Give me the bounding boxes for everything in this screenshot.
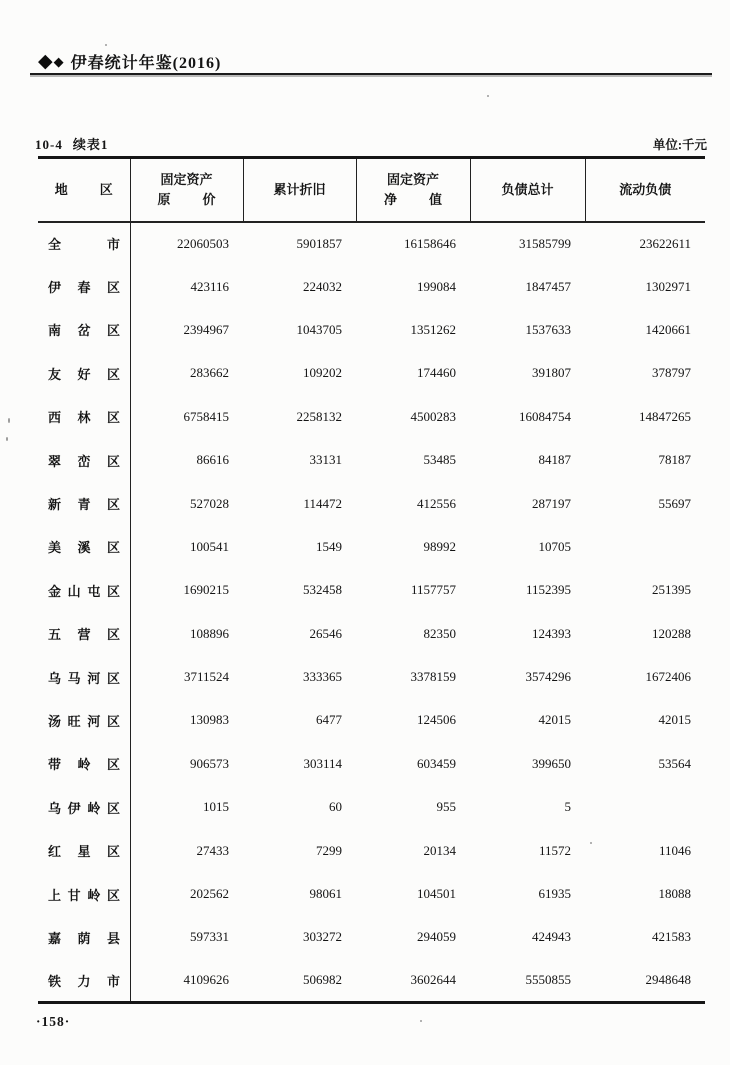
region-label: 友好区: [48, 366, 120, 382]
region-label: 南岔区: [48, 323, 120, 339]
col-header-label: 净值: [384, 191, 442, 207]
value-cell-accumulated-depreciation: 506982: [303, 972, 342, 988]
value-cell-original-value: 6758415: [183, 408, 229, 424]
region-cell: [38, 308, 130, 351]
region-cell: [38, 959, 130, 1002]
value-cell-net-value: 1351262: [410, 321, 456, 337]
yearbook-header: [38, 50, 221, 73]
region-cell: [38, 525, 130, 568]
value-cell-total-liabilities: 399650: [532, 755, 571, 771]
value-cell-original-value: 100541: [190, 538, 229, 554]
table-row: [38, 352, 705, 395]
region-label: 美溪区: [48, 540, 120, 556]
col-header-label: 累计折旧: [273, 181, 326, 197]
value-cell-net-value: 1157757: [410, 582, 456, 598]
value-cell-current-liabilities: 78187: [658, 452, 691, 468]
table-row: [38, 438, 705, 481]
region-label: 西林区: [48, 410, 120, 426]
value-cell-net-value: 82350: [423, 625, 456, 641]
value-cell-original-value: 527028: [190, 495, 229, 511]
col-header-label: 负债总计: [501, 181, 554, 197]
table-subtitle: 续表1: [72, 137, 109, 152]
region-cell: [38, 872, 130, 915]
table-row: [38, 742, 705, 785]
region-label: 嘉荫县: [48, 930, 120, 946]
table-row: [38, 265, 705, 308]
table-row: [38, 655, 705, 698]
value-cell-net-value: 3602644: [410, 972, 456, 988]
value-cell-original-value: 283662: [190, 365, 229, 381]
value-cell-total-liabilities: 424943: [532, 929, 571, 945]
value-cell-accumulated-depreciation: 303114: [303, 755, 342, 771]
value-cell-total-liabilities: 5: [564, 799, 571, 815]
scan-speckle: [487, 95, 489, 97]
value-cell-current-liabilities: 2948648: [645, 972, 691, 988]
region-label: 全市: [48, 237, 120, 253]
unit-label: 单位:千元: [652, 138, 707, 152]
value-cell-original-value: 2394967: [183, 321, 229, 337]
value-cell-accumulated-depreciation: 98061: [309, 886, 342, 902]
value-cell-current-liabilities: 18088: [658, 886, 691, 902]
region-cell: [38, 569, 130, 612]
value-cell-accumulated-depreciation: 1043705: [296, 321, 342, 337]
value-cell-net-value: 174460: [417, 365, 456, 381]
value-cell-total-liabilities: 61935: [538, 886, 571, 902]
diamond-icon: ◆: [53, 54, 64, 69]
region-cell: [38, 612, 130, 655]
value-cell-original-value: 906573: [190, 755, 229, 771]
value-cell-net-value: 104501: [417, 886, 456, 902]
table-meta: [35, 134, 707, 153]
scan-speckle: [8, 418, 10, 423]
value-cell-current-liabilities: 14847265: [639, 408, 691, 424]
value-cell-net-value: 4500283: [410, 408, 456, 424]
region-cell: [38, 786, 130, 829]
value-cell-accumulated-depreciation: 114472: [303, 495, 342, 511]
col-header-region: [38, 158, 130, 222]
value-cell-accumulated-depreciation: 1549: [316, 538, 342, 554]
table-row: [38, 699, 705, 742]
statistics-table: [38, 156, 705, 1004]
col-header-original-value: [130, 158, 243, 222]
value-cell-current-liabilities: 1420661: [645, 321, 691, 337]
table-row: [38, 959, 705, 1002]
region-label: 乌伊岭区: [48, 800, 120, 816]
value-cell-accumulated-depreciation: 2258132: [296, 408, 342, 424]
value-cell-current-liabilities: 120288: [652, 625, 691, 641]
region-label: 乌马河区: [48, 670, 120, 686]
value-cell-total-liabilities: 84187: [538, 452, 571, 468]
region-label: 新青区: [48, 497, 120, 513]
value-cell-current-liabilities: [585, 525, 705, 568]
value-cell-current-liabilities: 251395: [652, 582, 691, 598]
value-cell-net-value: 20134: [423, 842, 456, 858]
value-cell-original-value: 3711524: [183, 669, 229, 685]
value-cell-current-liabilities: 53564: [658, 755, 691, 771]
value-cell-accumulated-depreciation: 109202: [303, 365, 342, 381]
value-cell-accumulated-depreciation: 7299: [316, 842, 342, 858]
col-header-label: 固定资产: [386, 171, 439, 187]
table-row: [38, 308, 705, 351]
value-cell-original-value: 22060503: [177, 235, 229, 251]
value-cell-original-value: 27433: [196, 842, 229, 858]
value-cell-original-value: 202562: [190, 886, 229, 902]
value-cell-net-value: 98992: [423, 538, 456, 554]
value-cell-current-liabilities: 42015: [658, 712, 691, 728]
table-row: [38, 612, 705, 655]
region-label: 上甘岭区: [48, 887, 120, 903]
value-cell-original-value: 423116: [190, 278, 229, 294]
table-row: [38, 786, 705, 829]
col-header-label: 流动负债: [619, 181, 672, 197]
region-label: 铁力市: [48, 973, 120, 989]
value-cell-net-value: 955: [436, 799, 456, 815]
region-cell: [38, 395, 130, 438]
value-cell-net-value: 294059: [417, 929, 456, 945]
header-rule: [30, 73, 712, 75]
value-cell-net-value: 16158646: [404, 235, 456, 251]
page-number: ·158·: [36, 1014, 71, 1029]
table-row: [38, 569, 705, 612]
table-number: 10-4: [35, 137, 63, 152]
value-cell-total-liabilities: 391807: [532, 365, 571, 381]
region-cell: [38, 829, 130, 872]
value-cell-current-liabilities: 55697: [658, 495, 691, 511]
value-cell-current-liabilities: 23622611: [639, 235, 691, 251]
yearbook-title: 伊春统计年鉴(2016): [70, 55, 222, 72]
value-cell-accumulated-depreciation: 303272: [303, 929, 342, 945]
table-row: [38, 829, 705, 872]
value-cell-total-liabilities: 5550855: [525, 972, 571, 988]
table-row: [38, 916, 705, 959]
value-cell-total-liabilities: 1847457: [525, 278, 571, 294]
scan-speckle: [105, 44, 107, 46]
value-cell-total-liabilities: 42015: [538, 712, 571, 728]
col-header-label: 固定资产: [160, 171, 213, 187]
value-cell-original-value: 1015: [203, 799, 229, 815]
value-cell-net-value: 53485: [423, 452, 456, 468]
value-cell-accumulated-depreciation: 532458: [303, 582, 342, 598]
value-cell-original-value: 130983: [190, 712, 229, 728]
col-header-label: 原价: [157, 191, 216, 207]
value-cell-original-value: 4109626: [183, 972, 229, 988]
region-label: 带岭区: [48, 757, 120, 773]
table-row: [38, 222, 705, 265]
region-cell: [38, 482, 130, 525]
scan-speckle: [6, 437, 8, 441]
region-cell: [38, 265, 130, 308]
col-header-total-liabilities: [470, 158, 585, 222]
region-cell: [38, 655, 130, 698]
value-cell-total-liabilities: 124393: [532, 625, 571, 641]
value-cell-net-value: 199084: [417, 278, 456, 294]
table-caption: [35, 134, 108, 153]
value-cell-accumulated-depreciation: 33131: [309, 452, 342, 468]
col-header-current-liabilities: [585, 158, 705, 222]
value-cell-accumulated-depreciation: 224032: [303, 278, 342, 294]
diamond-icon: ◆: [38, 51, 53, 72]
region-label: 红星区: [48, 844, 120, 860]
table-row: [38, 395, 705, 438]
value-cell-net-value: 412556: [417, 495, 456, 511]
region-cell: [38, 352, 130, 395]
col-header-label: 地区: [54, 181, 113, 197]
region-cell: [38, 742, 130, 785]
scan-speckle: [420, 1020, 422, 1022]
header-row: [38, 158, 705, 222]
region-cell: [38, 438, 130, 481]
table-row: [38, 482, 705, 525]
region-label: 金山屯区: [48, 583, 120, 599]
value-cell-current-liabilities: 1672406: [645, 669, 691, 685]
value-cell-original-value: 597331: [190, 929, 229, 945]
value-cell-net-value: 603459: [417, 755, 456, 771]
value-cell-total-liabilities: 31585799: [519, 235, 571, 251]
value-cell-current-liabilities: [585, 786, 705, 829]
table-row: [38, 872, 705, 915]
value-cell-accumulated-depreciation: 5901857: [296, 235, 342, 251]
value-cell-total-liabilities: 1152395: [525, 582, 571, 598]
value-cell-total-liabilities: 11572: [538, 842, 571, 858]
region-label: 翠峦区: [48, 453, 120, 469]
region-cell: [38, 916, 130, 959]
value-cell-accumulated-depreciation: 26546: [309, 625, 342, 641]
value-cell-total-liabilities: 3574296: [525, 669, 571, 685]
value-cell-total-liabilities: 16084754: [519, 408, 571, 424]
value-cell-total-liabilities: 287197: [532, 495, 571, 511]
value-cell-accumulated-depreciation: 333365: [303, 669, 342, 685]
value-cell-net-value: 124506: [417, 712, 456, 728]
value-cell-total-liabilities: 1537633: [525, 321, 571, 337]
region-cell: [38, 222, 130, 265]
value-cell-current-liabilities: 378797: [652, 365, 691, 381]
value-cell-current-liabilities: 11046: [658, 842, 691, 858]
col-header-net-value: [356, 158, 470, 222]
region-label: 汤旺河区: [48, 713, 120, 729]
value-cell-net-value: 3378159: [410, 669, 456, 685]
region-label: 伊春区: [48, 280, 120, 296]
value-cell-original-value: 1690215: [183, 582, 229, 598]
value-cell-current-liabilities: 421583: [652, 929, 691, 945]
value-cell-original-value: 86616: [196, 452, 229, 468]
value-cell-original-value: 108896: [190, 625, 229, 641]
table-row: [38, 525, 705, 568]
region-cell: [38, 699, 130, 742]
value-cell-accumulated-depreciation: 60: [329, 799, 342, 815]
region-label: 五营区: [48, 627, 120, 643]
col-header-accumulated-depreciation: [243, 158, 356, 222]
value-cell-current-liabilities: 1302971: [645, 278, 691, 294]
value-cell-accumulated-depreciation: 6477: [316, 712, 342, 728]
value-cell-total-liabilities: 10705: [538, 538, 571, 554]
